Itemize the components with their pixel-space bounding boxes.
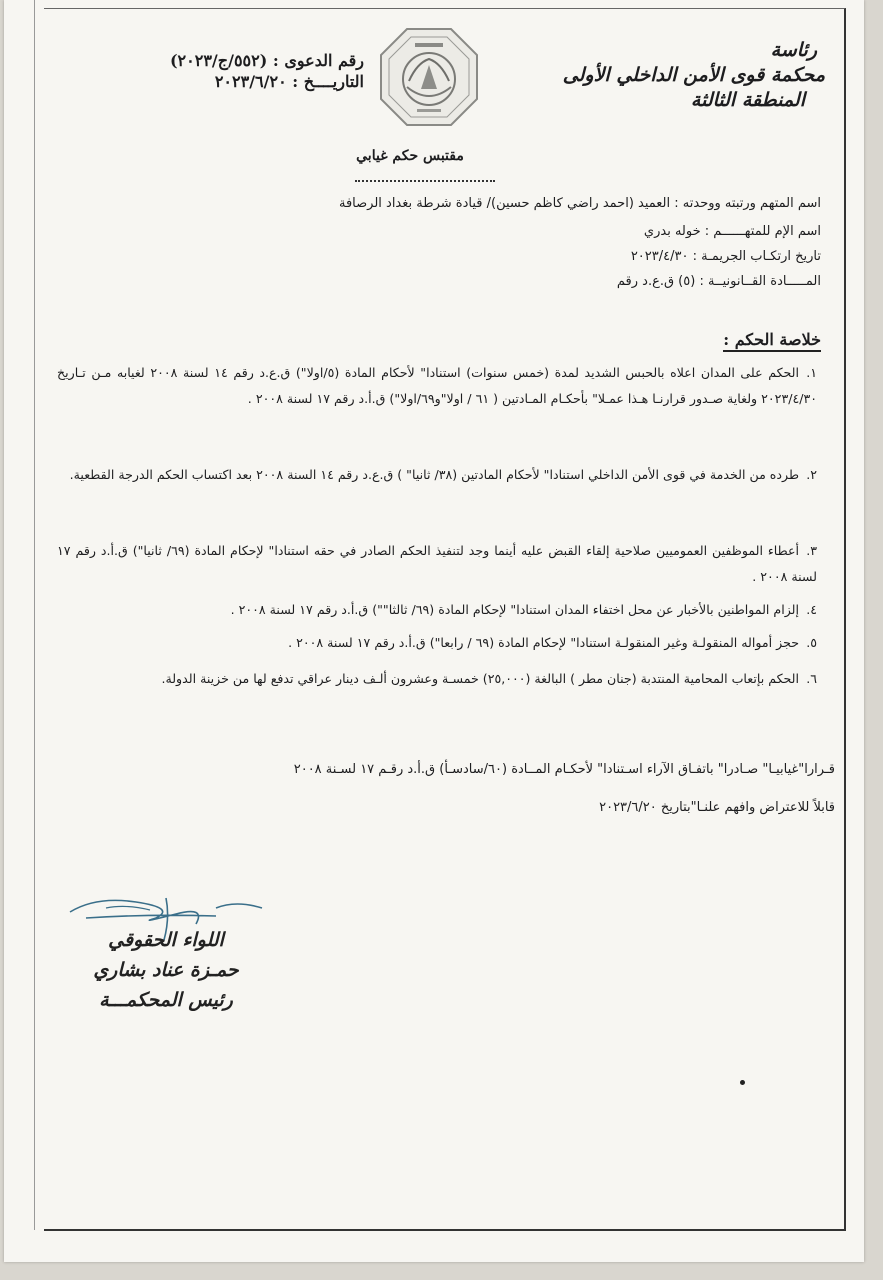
authority-line-2: محكمة قوى الأمن الداخلي الأولى — [562, 64, 825, 86]
case-info — [84, 50, 364, 92]
legal-article-value: (٥) ق.ع.د رقم — [616, 274, 696, 289]
clause-3 — [57, 538, 817, 590]
clause-4 — [57, 597, 817, 623]
mother-name-label: اسم الإم للمتهــــــم : — [704, 224, 821, 239]
accused-name-row — [201, 194, 821, 214]
issuing-authority — [505, 38, 825, 113]
clause-text: طرده من الخدمة في قوى الأمن الداخلي استنادا" لأحكام المادتين (٣٨/ ثانيا" ) ق.ع.د رقم ١٤ السنة ٢٠٠٨ بعد اكتساب الحكم الدرجة القطعية. — [69, 467, 799, 482]
authority-line-1: رئاسة — [770, 39, 817, 61]
authority-line-3: المنطقة الثالثة — [690, 89, 805, 111]
clause-2 — [57, 462, 817, 488]
clause-6 — [57, 666, 817, 692]
legal-article-label: المـــــادة القــانونيــة : — [699, 274, 821, 289]
clause-number: ١. — [806, 365, 818, 380]
clause-text: إلزام المواطنين بالأخبار عن محل اختفاء المدان استنادا" لإحكام المادة (٦٩/ ثالثا"") ق.أ.د رقم ١٧ لسنة ٢٠٠٨ . — [230, 602, 799, 617]
clause-text: أعطاء الموظفين العموميين صلاحية إلقاء القبض عليه أينما وجد لتنفيذ الحكم الصادر في حقه استنادا" لإحكام المادة (٦٩/ ثانيا") ق.أ.د رقم ١٧ لسنة ٢٠٠٨ . — [57, 543, 817, 584]
clause-1 — [57, 360, 817, 412]
legal-article-row — [201, 272, 821, 292]
left-margin-line — [14, 0, 35, 1230]
mother-name-value: خوله بدري — [643, 224, 701, 239]
police-emblem-icon — [377, 25, 481, 129]
signer-rank: اللواء الحقوقي — [108, 929, 224, 951]
mother-name-row — [201, 222, 821, 242]
clause-5 — [57, 630, 817, 656]
clause-number: ٤. — [806, 602, 817, 617]
decision-line-2: قابلاً للاعتراض وافهم علنـا"بتاريخ ٢٠٢٣/٦/٢٠ — [599, 800, 835, 815]
clause-number: ٦. — [806, 671, 817, 686]
case-number-label: رقم الدعوى : — [272, 51, 364, 70]
decision-line-1: قـرارا"غيابيـا" صـادرا" باتفـاق الآراء اسـتنادا" لأحكـام المــادة (٦٠/سادسـأ) ق.أ.د رقـم ١٧ لسـنة ٢٠٠٨ — [293, 762, 835, 777]
crime-date-row — [201, 247, 821, 267]
stray-ink-dot — [740, 1080, 745, 1085]
clause-text: حجز أمواله المنقولـة وغير المنقولـة استنادا" لإحكام المادة (٦٩ / رابعا") ق.أ.د رقم ١٧ لسنة ٢٠٠٨ . — [288, 635, 799, 650]
case-date-value: ٢٠٢٣/٦/٢٠ — [214, 72, 287, 91]
case-number-value: (٥٥٢/ج/٢٠٢٣) — [169, 51, 268, 70]
signer-title: رئيس المحكمـــة — [99, 989, 233, 1011]
subject-dotted-line — [355, 180, 495, 182]
case-date-label: التاريــــخ : — [292, 72, 364, 91]
case-date-row — [84, 71, 364, 92]
verdict-summary-title: خلاصة الحكم : — [723, 330, 821, 352]
accused-name-value: العميد (احمد راضي كاظم حسين)/ قيادة شرطة بغداد الرصافة — [338, 196, 671, 211]
clause-text: الحكم بإتعاب المحامية المنتدبة (جنان مطر ) البالغة (٢٥,٠٠٠) خمسـة وعشرون ألـف دينار عراقي تدفع لها من خزينة الدولة. — [161, 671, 799, 686]
clause-number: ٥. — [806, 635, 817, 650]
signer-name: حمـزة عناد بشاري — [93, 959, 239, 981]
document-subject: مقتبس حكم غيابي — [356, 148, 464, 164]
accused-name-label: اسم المتهم ورتبته ووحدته : — [674, 196, 821, 211]
crime-date-value: ٢٠٢٣/٤/٣٠ — [630, 249, 689, 264]
clause-number: ٣. — [806, 543, 817, 558]
case-number-row — [84, 50, 364, 71]
clause-number: ٢. — [806, 467, 817, 482]
clause-text: الحكم على المدان اعلاه بالحبس الشديد لمدة (خمس سنوات) استنادا" لأحكام المادة (٥/اولا") ق.ع.د رقم ١٤ لسنة ٢٠٠٨ لغيابه مـن تـاريخ ٢٠٢٣/٤/٣٠ ولغاية صـدور قرارنـا هـذا عمـلا" بأحكـام المـادتين ( ٦١ / اولا"و٦٩/اولا") ق.أ.د رقم ١٧ لسنة ٢٠٠٨ . — [57, 365, 817, 406]
signature-block — [56, 925, 276, 1015]
crime-date-label: تاريخ ارتكـاب الجريمـة : — [692, 249, 821, 264]
